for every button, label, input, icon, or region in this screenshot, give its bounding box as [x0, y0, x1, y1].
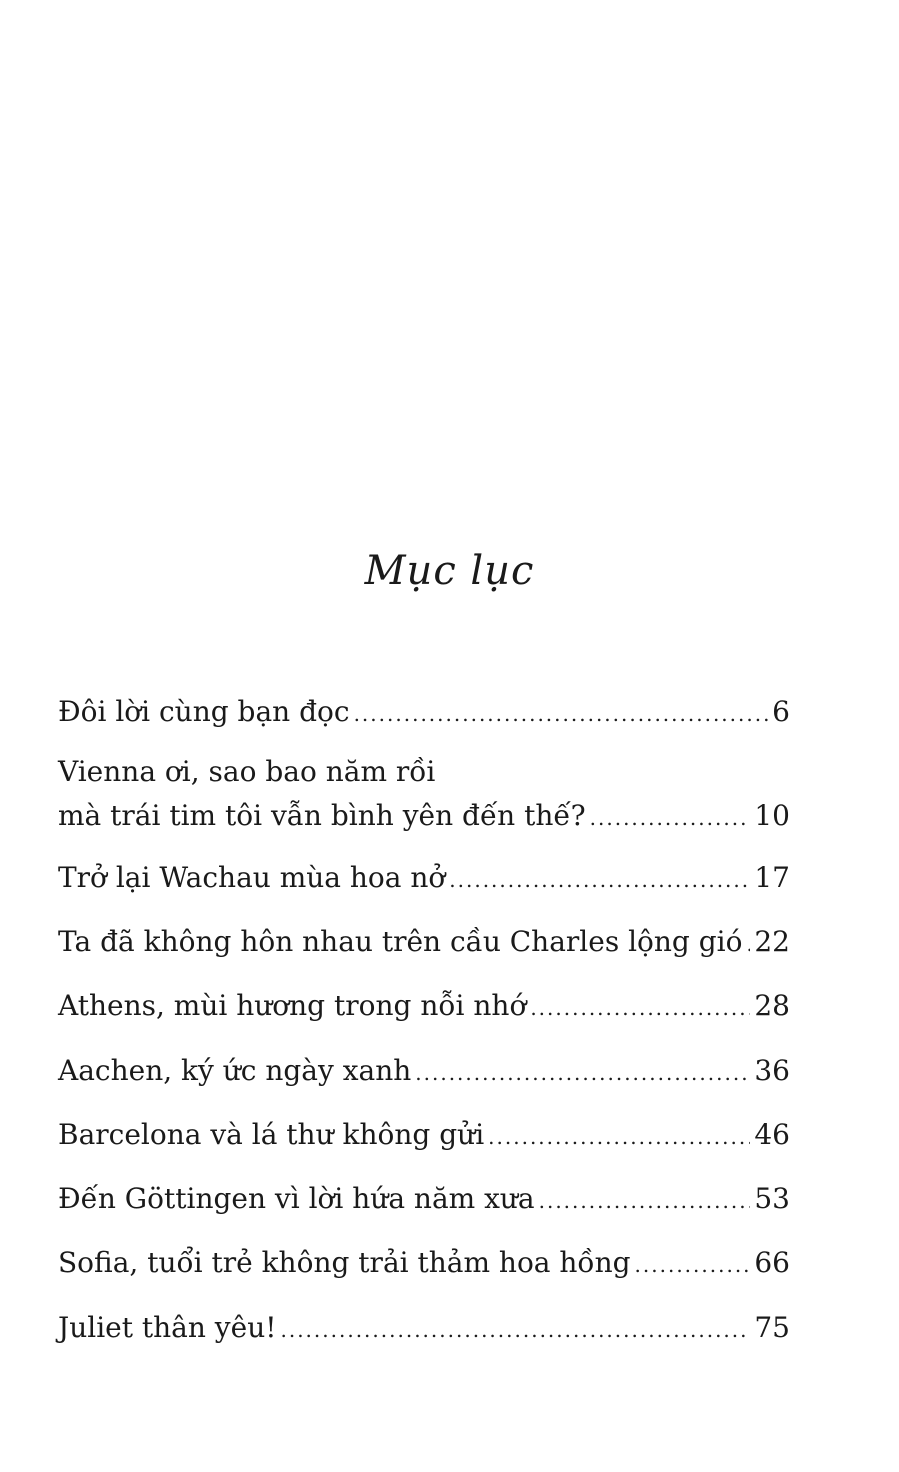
toc-entry [58, 1113, 790, 1159]
toc-entry-page: 66 [754, 1246, 790, 1279]
toc-entry-line [58, 1241, 790, 1287]
toc-dot-leader [530, 986, 750, 1030]
toc-entry [58, 1049, 790, 1095]
toc-entry-page: 22 [754, 925, 790, 958]
toc-dot-leader [415, 1051, 750, 1095]
toc-entry-line [58, 920, 790, 966]
toc-entry-page: 46 [754, 1118, 790, 1151]
toc-entry-title: Athens, mùi hương trong nỗi nhớ [58, 989, 527, 1022]
toc-entry-page: 53 [754, 1182, 790, 1215]
toc-entry [58, 984, 790, 1030]
toc-entry-line [58, 1113, 790, 1159]
toc-dot-leader [280, 1308, 750, 1352]
toc-entry [58, 856, 790, 902]
toc-entry-title: Sofia, tuổi trẻ không trải thảm hoa hồng [58, 1246, 631, 1279]
toc-entry-title: mà trái tim tôi vẫn bình yên đến thế? [58, 799, 586, 832]
toc-dot-leader [635, 1243, 751, 1287]
toc-entry-title: Barcelona và lá thư không gửi [58, 1118, 485, 1151]
toc-entry-page: 75 [754, 1311, 790, 1344]
toc-entry [58, 690, 790, 736]
toc-entry-line [58, 856, 790, 902]
toc-dot-leader [354, 692, 769, 736]
page-title: Mục lục [364, 548, 535, 594]
toc-entry-page: 10 [754, 799, 790, 832]
toc-entry-line [58, 984, 790, 1030]
toc-entry [58, 920, 790, 966]
toc-entry-title: Ta đã không hôn nhau trên cầu Charles lộng gió [58, 925, 743, 958]
toc-entry-page: 28 [754, 989, 790, 1022]
toc-entry-line [58, 1049, 790, 1095]
toc-entry-line [58, 794, 790, 840]
toc-entry [58, 750, 790, 840]
toc-entry-title: Đôi lời cùng bạn đọc [58, 695, 350, 728]
toc-entry-page: 17 [754, 861, 790, 894]
toc-entry-page: 36 [754, 1054, 790, 1087]
toc-dot-leader [590, 796, 751, 840]
toc-dot-leader [539, 1179, 751, 1223]
toc-dot-leader [488, 1115, 750, 1159]
toc-entry-line [58, 690, 790, 736]
toc-dot-leader [449, 858, 750, 902]
toc-entry-title: Aachen, ký ức ngày xanh [58, 1054, 412, 1087]
toc-dot-leader [747, 922, 751, 966]
toc-entry-title: Đến Göttingen vì lời hứa năm xưa [58, 1182, 535, 1215]
toc-entry-page: 6 [772, 695, 790, 728]
toc-entry-line [58, 1306, 790, 1352]
toc-entry [58, 1241, 790, 1287]
toc-entry-title: Juliet thân yêu! [58, 1311, 277, 1344]
toc-entry-title: Trở lại Wachau mùa hoa nở [58, 861, 446, 894]
toc-entry [58, 1306, 790, 1352]
toc-entry [58, 1177, 790, 1223]
toc-entry-line [58, 1177, 790, 1223]
toc-entry-title-line1: Vienna ơi, sao bao năm rồi [58, 755, 436, 788]
